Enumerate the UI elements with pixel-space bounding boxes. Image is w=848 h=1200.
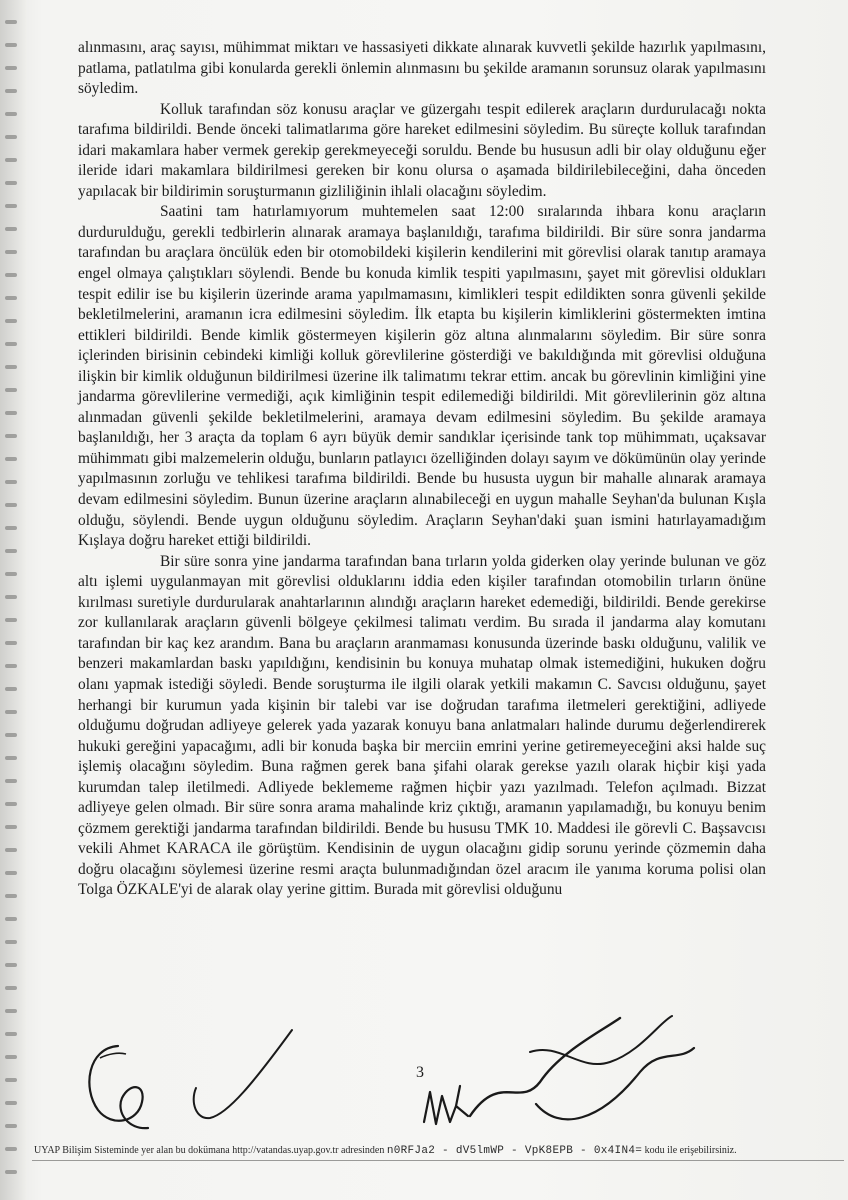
binding-hole (5, 135, 17, 139)
binding-hole (5, 66, 17, 70)
paragraph-4: Bir süre sonra yine jandarma tarafından bana tırların yolda giderken olay yerinde bulunan ve göz altı işlemi uygulanmayan mit görevlisi olduklarını iddia eden kişiler tarafından otomobilin tırların önüne kırılması suretiyle durdurularak anahtarlarının alındığı araçların hareket edemediği, bildirildi. Bende gerekirse zor kullanılarak araçların güvenli bölgeye çekilmesi talimatı verdim. Bu sırada il jandarma alay komutanı tarafından bir kaç kez arandım. Bana bu araçların aranmaması konusunda üzerinde baskı olduğunu, valilik ve benzeri makamlardan baskı yapıldığını, kendisinin bu konuya muhatap olmak istemediğini, hukuken doğru olanı yapmak istediği söyledi. Bende soruşturma ile ilgili olarak yetkili makamın C. Savcısı olduğunu, şayet herhangi bir kurumun yada kişinin bir talebi var ise doğrudan tarafıma iletmeleri gerektiğini, adliyede olduğumu doğrudan adliyeye gelerek yada yazarak konuyu bana anlatmaları halinde durumu değerlendirerek hukuki gereğini yapacağımı, adli bir konuda başka bir merciin emrini yerine getiremeyeceğini aksi halde suç işlemiş olacağını söyledim. Buna rağmen gerek bana şifahi olarak gerekse yazılı olarak hiçbir kişi yada kurumdan talep iletilmedi. Adliyede beklememe rağmen hiçbir yazı yazılmadı. Telefon açılmadı. Bizzat adliyeye gelen olmadı. Bir süre sonra arama mahalinde kriz çıktığı, aramanın yapılamadığı, bu konuyu benim çözmem gerektiği jandarma tarafından bildirildi. Bende bu hususu TMK 10. Maddesi ile görevli C. Başsavcısı vekili Ahmet KARACA ile görüştüm. Kendisinin de uygun olacağını gidip sorunu yerinde çözmemin daha doğru olacağını söylemesi üzerine resmi araçta bulunmadığından özel aracım ile yanıma koruma polisi olan Tolga ÖZKALE'yi de alarak olay yerine gittim. Burada mit görevlisi olduğunu (78, 552, 766, 899)
binding-hole (5, 779, 17, 783)
binding-hole (5, 572, 17, 576)
footer-prefix: UYAP Bilişim Sisteminde yer alan bu dokümana http://vatandas.uyap.gov.tr adresinden (34, 1145, 385, 1156)
signature-right (410, 1012, 710, 1152)
binding-hole (5, 917, 17, 921)
page-number: 3 (416, 1064, 424, 1081)
signature-left (78, 1018, 308, 1138)
binding-hole (5, 434, 17, 438)
binding-hole (5, 1124, 17, 1128)
binding-hole (5, 595, 17, 599)
binding-hole (5, 618, 17, 622)
binding-hole (5, 158, 17, 162)
binding-hole (5, 940, 17, 944)
paragraph-1: alınmasını, araç sayısı, mühimmat miktarı ve hassasiyeti dikkate alınarak kuvvetli şekilde hazırlık yapılmasını, patlama, patlatılma gibi konularda gerekli önlemin alınmasını bu şekilde aramanın sorunsuz olarak yapılmasını söyledim. (78, 39, 766, 98)
binding-hole (5, 20, 17, 24)
binding-hole (5, 1101, 17, 1105)
binding-hole (5, 986, 17, 990)
document-body (78, 38, 766, 901)
binding-hole (5, 1009, 17, 1013)
binding-hole (5, 871, 17, 875)
binding-hole (5, 549, 17, 553)
binding-hole (5, 710, 17, 714)
binding-hole (5, 319, 17, 323)
uyap-footer (34, 1145, 844, 1157)
binding-hole (5, 227, 17, 231)
binding-hole (5, 687, 17, 691)
binding-hole (5, 43, 17, 47)
binding-hole (5, 480, 17, 484)
paragraph-3: Saatini tam hatırlamıyorum muhtemelen saat 12:00 sıralarında ihbara konu araçların durdurulduğu, gerekli tedbirlerin alınarak aramaya başlanıldığı, tarafıma bildirildi. Bir süre sonra jandarma tarafından bu araçlara öncülük eden bir otomobildeki kişilerin kendilerini mit görevlisi olarak tanıtıp aramaya engel olmaya çalıştıkları söylendi. Bende bu konuda kimlik tespiti yapılmasını, şayet mit görevlisi oldukları tespit edilir ise bu kişilerin üzerinde arama yapılmamasını, kimlikleri tespit edildikten sonra güvenli şekilde bekletilmelerini, aramanın icra edilmesini söyledim. İlk etapta bu kişilerin kimliklerini göstermekten imtina ettikleri bildirildi. Bende kimlik göstermeyen kişilerin göz altına alınmalarını söyledim. Bir süre sonra içlerinden birisinin cebindeki kimliği kolluk görevlilerine gösterdiği ve bakıldığında mit görevlisi olduğuna ilişkin bir kimlik olduğunun bildirilmesi üzerine ilk talimatımı tekrar ettim. ancak bu görevlinin kimliğini yine jandarma görevlilerine vermediği, açık kimliğinin tespit edilemediği bildirildi. Mit görevlilerinin göz altına alınmadan güvenli şekilde bekletilmelerini, aramaya devam edilmesini söyledim. Bu şekilde aramaya başlanıldığı, her 3 araçta da toplam 6 ayrı büyük demir sandıklar içerisinde tank top mühimmatı, uçaksavar mühimmatı gibi malzemelerin olduğu, bunların patlayıcı özelliğinden dolayı sayım ve dökümünün olay yerinde yapılmasının zorluğu ve tehlikesi tarafıma bildirildi. Bende bu hususta uygun bir mahalle alınarak aramaya devam edilmesini söyledim. Bunun üzerine araçların alınabileceği en uygun mahalle Seyhan'da bulunan Kışla olduğu, söylendi. Bende uygun olduğunu söyledim. Araçların Seyhan'daki şuan ismini hatırlayamadığım Kışlaya doğru hareket ettiği bildirildi. (78, 203, 766, 550)
binding-hole (5, 1147, 17, 1151)
binding-hole (5, 1170, 17, 1174)
binding-hole (5, 1055, 17, 1059)
binding-hole (5, 848, 17, 852)
binding-hole (5, 664, 17, 668)
binding-hole (5, 641, 17, 645)
spiral-binding-strip (0, 0, 26, 1200)
binding-hole (5, 733, 17, 737)
binding-hole (5, 365, 17, 369)
binding-hole (5, 204, 17, 208)
binding-hole (5, 825, 17, 829)
footer-divider (32, 1160, 844, 1161)
binding-hole (5, 963, 17, 967)
binding-hole (5, 250, 17, 254)
footer-verification-code: n0RFJa2 - dV5lmWP - VpK8EPB - 0x4IN4= (386, 1145, 643, 1157)
binding-hole (5, 112, 17, 116)
binding-hole (5, 1078, 17, 1082)
binding-hole (5, 894, 17, 898)
binding-hole (5, 457, 17, 461)
binding-hole (5, 503, 17, 507)
binding-hole (5, 1032, 17, 1036)
binding-hole (5, 802, 17, 806)
binding-hole (5, 89, 17, 93)
binding-hole (5, 526, 17, 530)
binding-hole (5, 756, 17, 760)
binding-hole (5, 181, 17, 185)
binding-hole (5, 388, 17, 392)
binding-hole (5, 273, 17, 277)
binding-hole (5, 296, 17, 300)
paragraph-2: Kolluk tarafından söz konusu araçlar ve güzergahı tespit edilerek araçların durdurulacağı nokta tarafıma bildirildi. Bende önceki talimatlarıma göre hareket edilmesini söyledim. Bu süreçte kolluk tarafından idari makamlara haber vermek gerekip gerekmeyeceği soruldu. Bende bu hususun adli bir olay olduğunu eğer ileride idari makamlara bildirilmesi gereken bir konu olursa o aşamada bildirilebileceğini, daha önceden yapılacak bir bildirimin soruşturmanın gizliliğinin ihlali olacağını söyledim. (78, 100, 766, 200)
binding-hole (5, 411, 17, 415)
binding-hole (5, 342, 17, 346)
footer-suffix: kodu ile erişebilirsiniz. (644, 1145, 737, 1156)
